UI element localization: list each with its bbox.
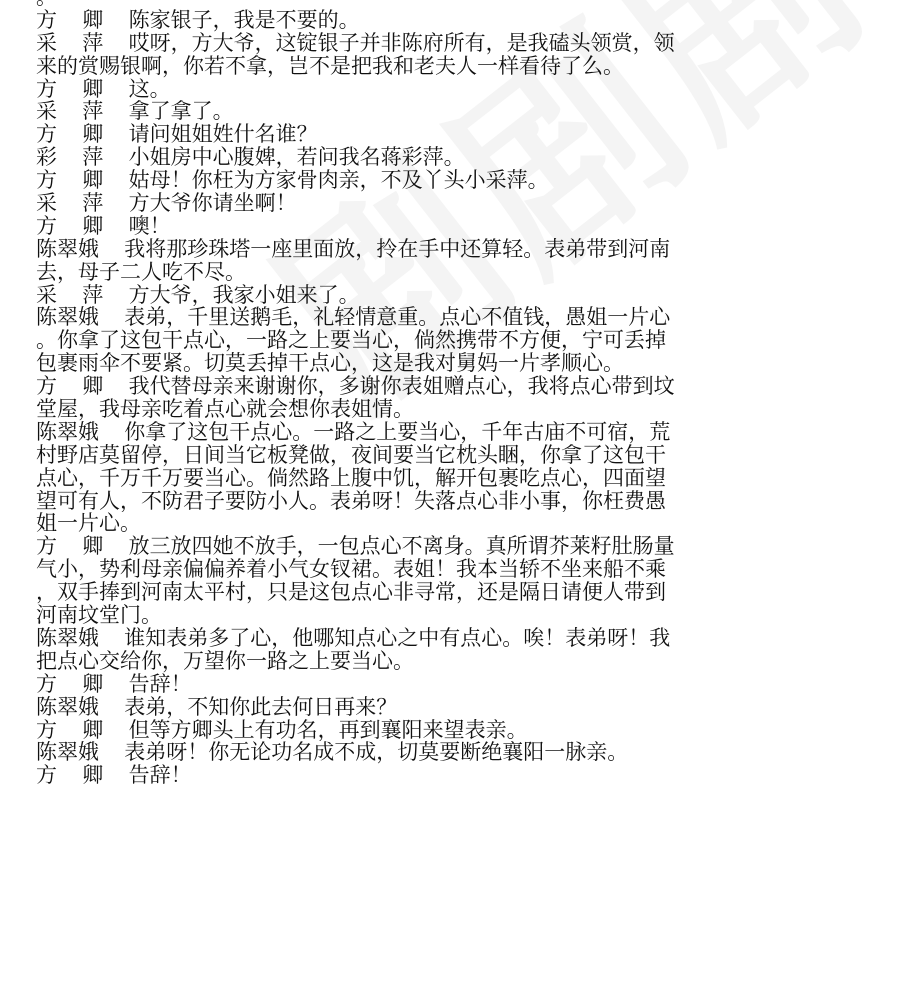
text-line: 方 卿 我代替母亲来谢谢你，多谢你表姐赠点心，我将点心带到坟 bbox=[36, 375, 675, 399]
text-line: ，双手捧到河南太平村，只是这包点心非寻常，还是隔日请便人带到 bbox=[36, 581, 666, 605]
text-line: 采 萍 拿了拿了。 bbox=[36, 100, 234, 124]
text-line: 堂屋，我母亲吃着点心就会想你表姐情。 bbox=[36, 398, 414, 421]
text-line: 方 卿 请问姐姐姓什名谁？ bbox=[36, 123, 318, 147]
text-line: 陈翠娥 表弟，千里送鹅毛，礼轻情意重。点心不值钱，愚姐一片心 bbox=[36, 306, 671, 330]
text-line: 河南坟堂门。 bbox=[36, 604, 162, 627]
text-line: 姐一片心。 bbox=[36, 512, 141, 536]
text-line: 陈翠娥 表弟，不知你此去何日再来？ bbox=[36, 695, 398, 719]
text-line bbox=[36, 0, 876, 9]
text-line: 气小，势利母亲偏偏养着小气女钗裙。表姐！我本当轿不坐来船不乘 bbox=[36, 558, 666, 582]
text-line: 点心，千万千万要当心。倘然路上腹中饥，解开包裹吃点心，四面望 bbox=[36, 466, 666, 490]
text-line: 彩 萍 小姐房中心腹婢，若问我名蒋彩萍。 bbox=[36, 146, 465, 170]
text-line: 来的赏赐银啊，你若不拿，岂不是把我和老夫人一样看待了么。 bbox=[36, 54, 624, 78]
text-line: 陈翠娥 谁知表弟多了心，他哪知点心之中有点心。唉！表弟呀！我 bbox=[36, 626, 671, 650]
text-line: 方 卿 告辞！ bbox=[36, 672, 192, 696]
text-line: 采 萍 方大爷，我家小姐来了。 bbox=[36, 283, 360, 307]
text-line: 陈翠娥 我将那珍珠塔一座里面放，拎在手中还算轻。表弟带到河南 bbox=[36, 237, 671, 261]
text-line: 方 卿 这。 bbox=[36, 77, 171, 101]
text-line: 方 卿 但等方卿头上有功名，再到襄阳来望表亲。 bbox=[36, 718, 528, 742]
text-line: 陈翠娥 你拿了这包干点心。一路之上要当心，千年古庙不可宿，荒 bbox=[36, 420, 671, 444]
script-page bbox=[36, 0, 876, 787]
text-line: 陈翠娥 表弟呀！你无论功名成不成，切莫要断绝襄阳一脉亲。 bbox=[36, 741, 629, 765]
text-line: 方 卿 姑母！你枉为方家骨肉亲，不及丫头小采萍。 bbox=[36, 169, 549, 193]
text-line: 。你拿了这包干点心，一路之上要当心，倘然携带不方便，宁可丢掉 bbox=[36, 329, 666, 353]
text-line: 采 萍 方大爷你请坐啊！ bbox=[36, 192, 297, 215]
text-line: 方 卿 陈家银子，我是不要的。 bbox=[36, 8, 360, 32]
text-line: 方 卿 噢！ bbox=[36, 214, 171, 238]
text-line: 村野店莫留停，日间当它板凳做，夜间要当它枕头睏，你拿了这包干 bbox=[36, 443, 666, 467]
text-line: 采 萍 哎呀，方大爷，这锭银子并非陈府所有，是我磕头领赏，领 bbox=[36, 31, 675, 55]
text-line: 方 卿 放三放四她不放手，一包点心不离身。真所谓芥莱籽肚肠量 bbox=[36, 535, 675, 559]
text-line: 望可有人，不防君子要防小人。表弟呀！失落点心非小事，你枉费愚 bbox=[36, 489, 666, 513]
text-line: 包裹雨伞不要紧。切莫丢掉干点心，这是我对舅妈一片孝顺心。 bbox=[36, 352, 624, 376]
text-line: 去，母子二人吃不尽。 bbox=[36, 260, 246, 284]
text-line: 把点心交给你，万望你一路之上要当心。 bbox=[36, 649, 414, 673]
text-line: 方 卿 告辞！ bbox=[36, 764, 192, 788]
